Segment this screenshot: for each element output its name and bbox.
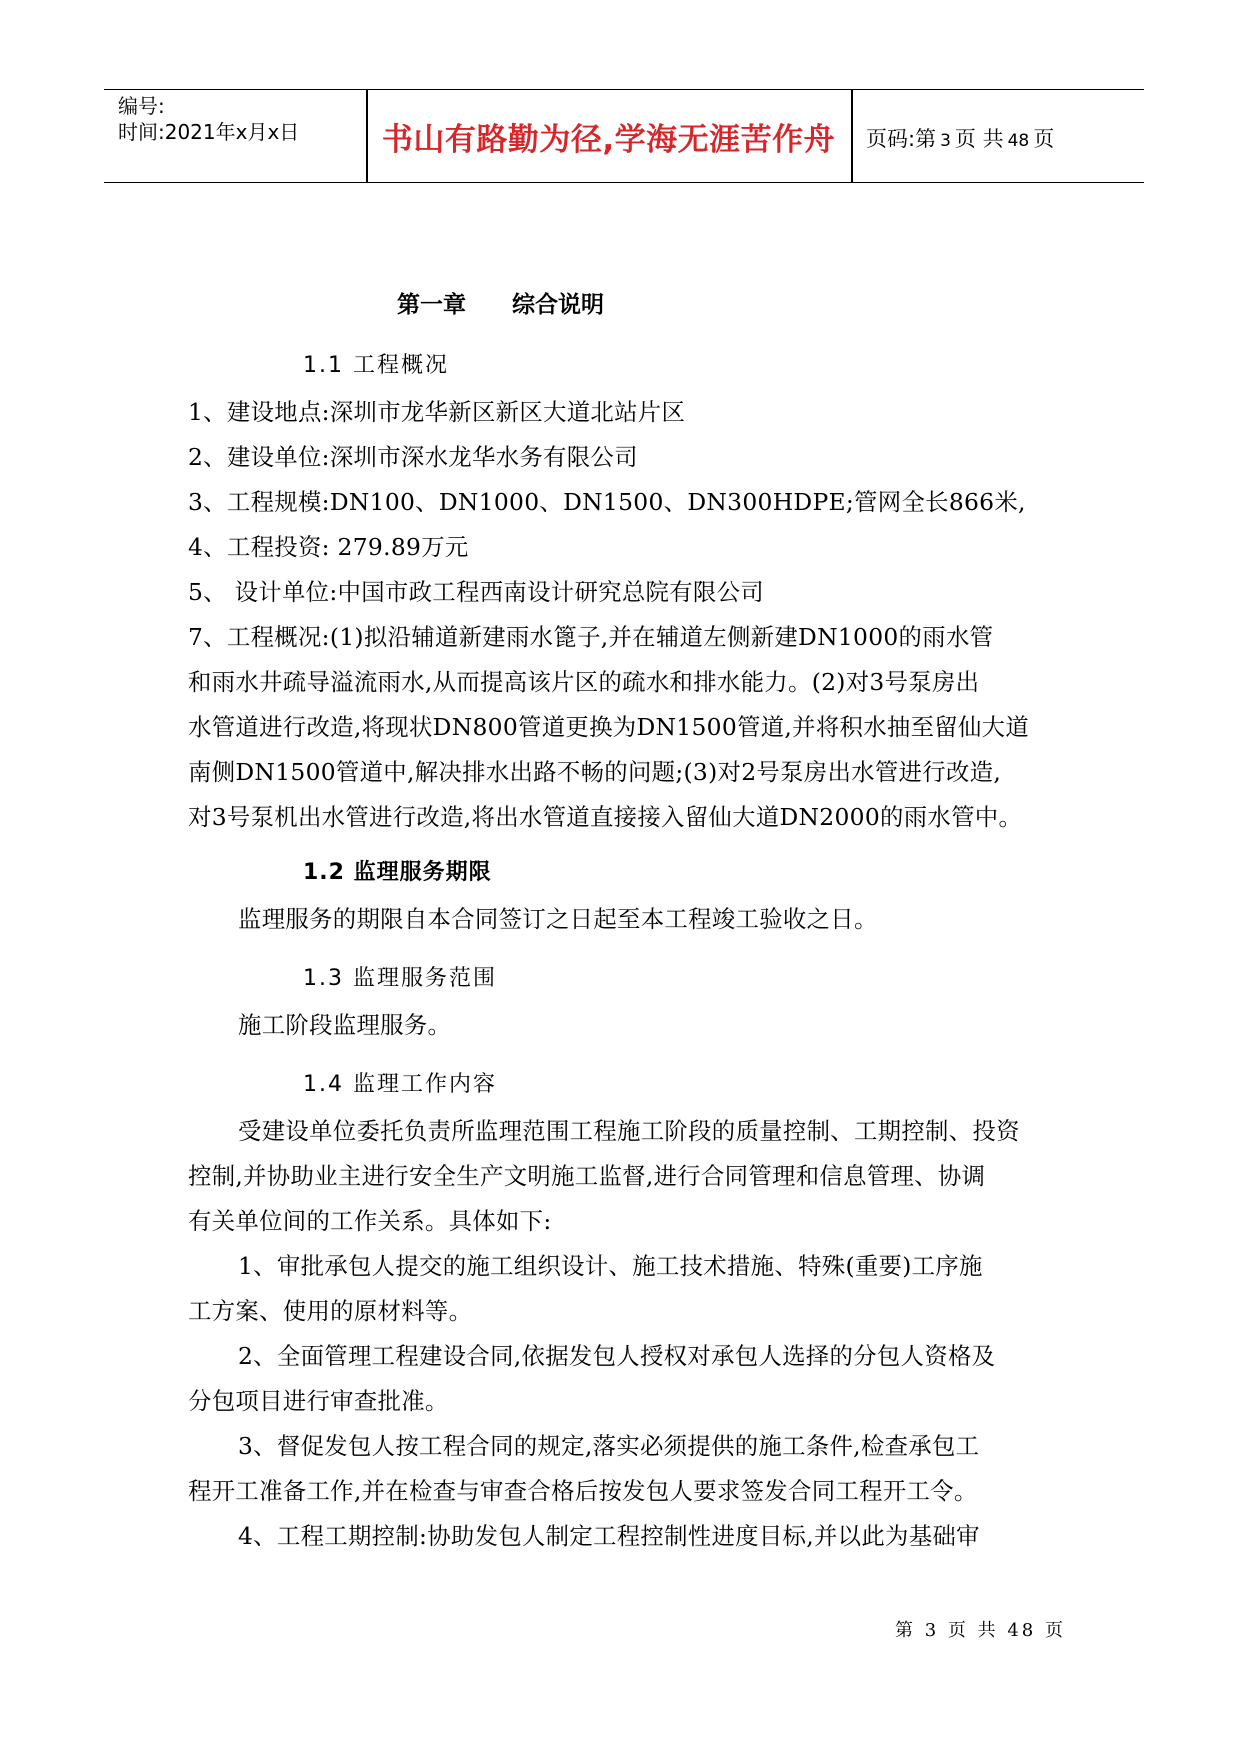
text-line: 南侧DN1500管道中,解决排水出路不畅的问题;(3)对2号泵房出水管进行改造, (188, 758, 1002, 786)
text-line: 对3号泵机出水管进行改造,将出水管道直接接入留仙大道DN2000的雨水管中。 (188, 803, 1023, 831)
text-line: 施工阶段监理服务。 (238, 1011, 452, 1039)
text-line: 7、工程概况:(1)拟沿辅道新建雨水篦子,并在辅道左侧新建DN1000的雨水管 (188, 623, 994, 651)
section-heading-1-2: 1.2 监理服务期限 (303, 860, 492, 885)
page-current: 3 (940, 131, 951, 151)
text-line: 水管道进行改造,将现状DN800管道更换为DN1500管道,并将积水抽至留仙大道 (188, 713, 1030, 741)
page-prefix: 页码:第 (866, 127, 937, 151)
text-line: 监理服务的期限自本合同签订之日起至本工程竣工验收之日。 (238, 905, 878, 933)
header-motto: 书山有路勤为径,学海无涯苦作舟 (381, 121, 836, 158)
header-divider-right (851, 90, 853, 182)
text-line: 1、审批承包人提交的施工组织设计、施工技术措施、特殊(重要)工序施 (238, 1252, 983, 1280)
text-line: 4、工程工期控制:协助发包人制定工程控制性进度目标,并以此为基础审 (238, 1522, 980, 1550)
text-line: 2、建设单位:深圳市深水龙华水务有限公司 (188, 443, 638, 471)
text-line: 工方案、使用的原材料等。 (188, 1297, 473, 1325)
page-total: 48 (1007, 131, 1030, 151)
text-line: 控制,并协助业主进行安全生产文明施工监督,进行合同管理和信息管理、协调 (188, 1162, 986, 1190)
number-label: 编号: (118, 94, 165, 118)
text-line: 2、全面管理工程建设合同,依据发包人授权对承包人选择的分包人资格及 (238, 1342, 996, 1370)
section-heading-1-1: 1.1 工程概况 (303, 353, 449, 378)
text-line: 受建设单位委托负责所监理范围工程施工阶段的质量控制、工期控制、投资 (238, 1117, 1020, 1145)
page-mid: 页 共 (954, 127, 1004, 151)
page-header (104, 89, 1144, 183)
text-line: 有关单位间的工作关系。具体如下: (188, 1207, 552, 1235)
page-suffix: 页 (1033, 127, 1055, 151)
text-line: 程开工准备工作,并在检查与审查合格后按发包人要求签发合同工程开工令。 (188, 1477, 978, 1505)
text-line: 3、督促发包人按工程合同的规定,落实必须提供的施工条件,检查承包工 (238, 1432, 980, 1460)
header-meta (118, 93, 299, 145)
chapter-title: 综合说明 (512, 292, 604, 318)
section-heading-1-3: 1.3 监理服务范围 (303, 966, 497, 991)
time-label: 时间:2021年x月x日 (118, 120, 300, 144)
chapter-number: 第一章 (397, 292, 466, 318)
text-line: 1、建设地点:深圳市龙华新区新区大道北站片区 (188, 398, 686, 426)
text-line: 和雨水井疏导溢流雨水,从而提高该片区的疏水和排水能力。(2)对3号泵房出 (188, 668, 980, 696)
page-footer: 第 3 页 共 48 页 (895, 1620, 1066, 1641)
header-page-indicator (866, 123, 1054, 153)
chapter-heading (397, 286, 604, 319)
text-line: 5、 设计单位:中国市政工程西南设计研究总院有限公司 (188, 578, 764, 606)
text-line: 分包项目进行审查批准。 (188, 1387, 449, 1415)
section-heading-1-4: 1.4 监理工作内容 (303, 1072, 497, 1097)
text-line: 4、工程投资: 279.89万元 (188, 533, 469, 561)
text-line: 3、工程规模:DN100、DN1000、DN1500、DN300HDPE;管网全长866米, (188, 488, 1026, 516)
